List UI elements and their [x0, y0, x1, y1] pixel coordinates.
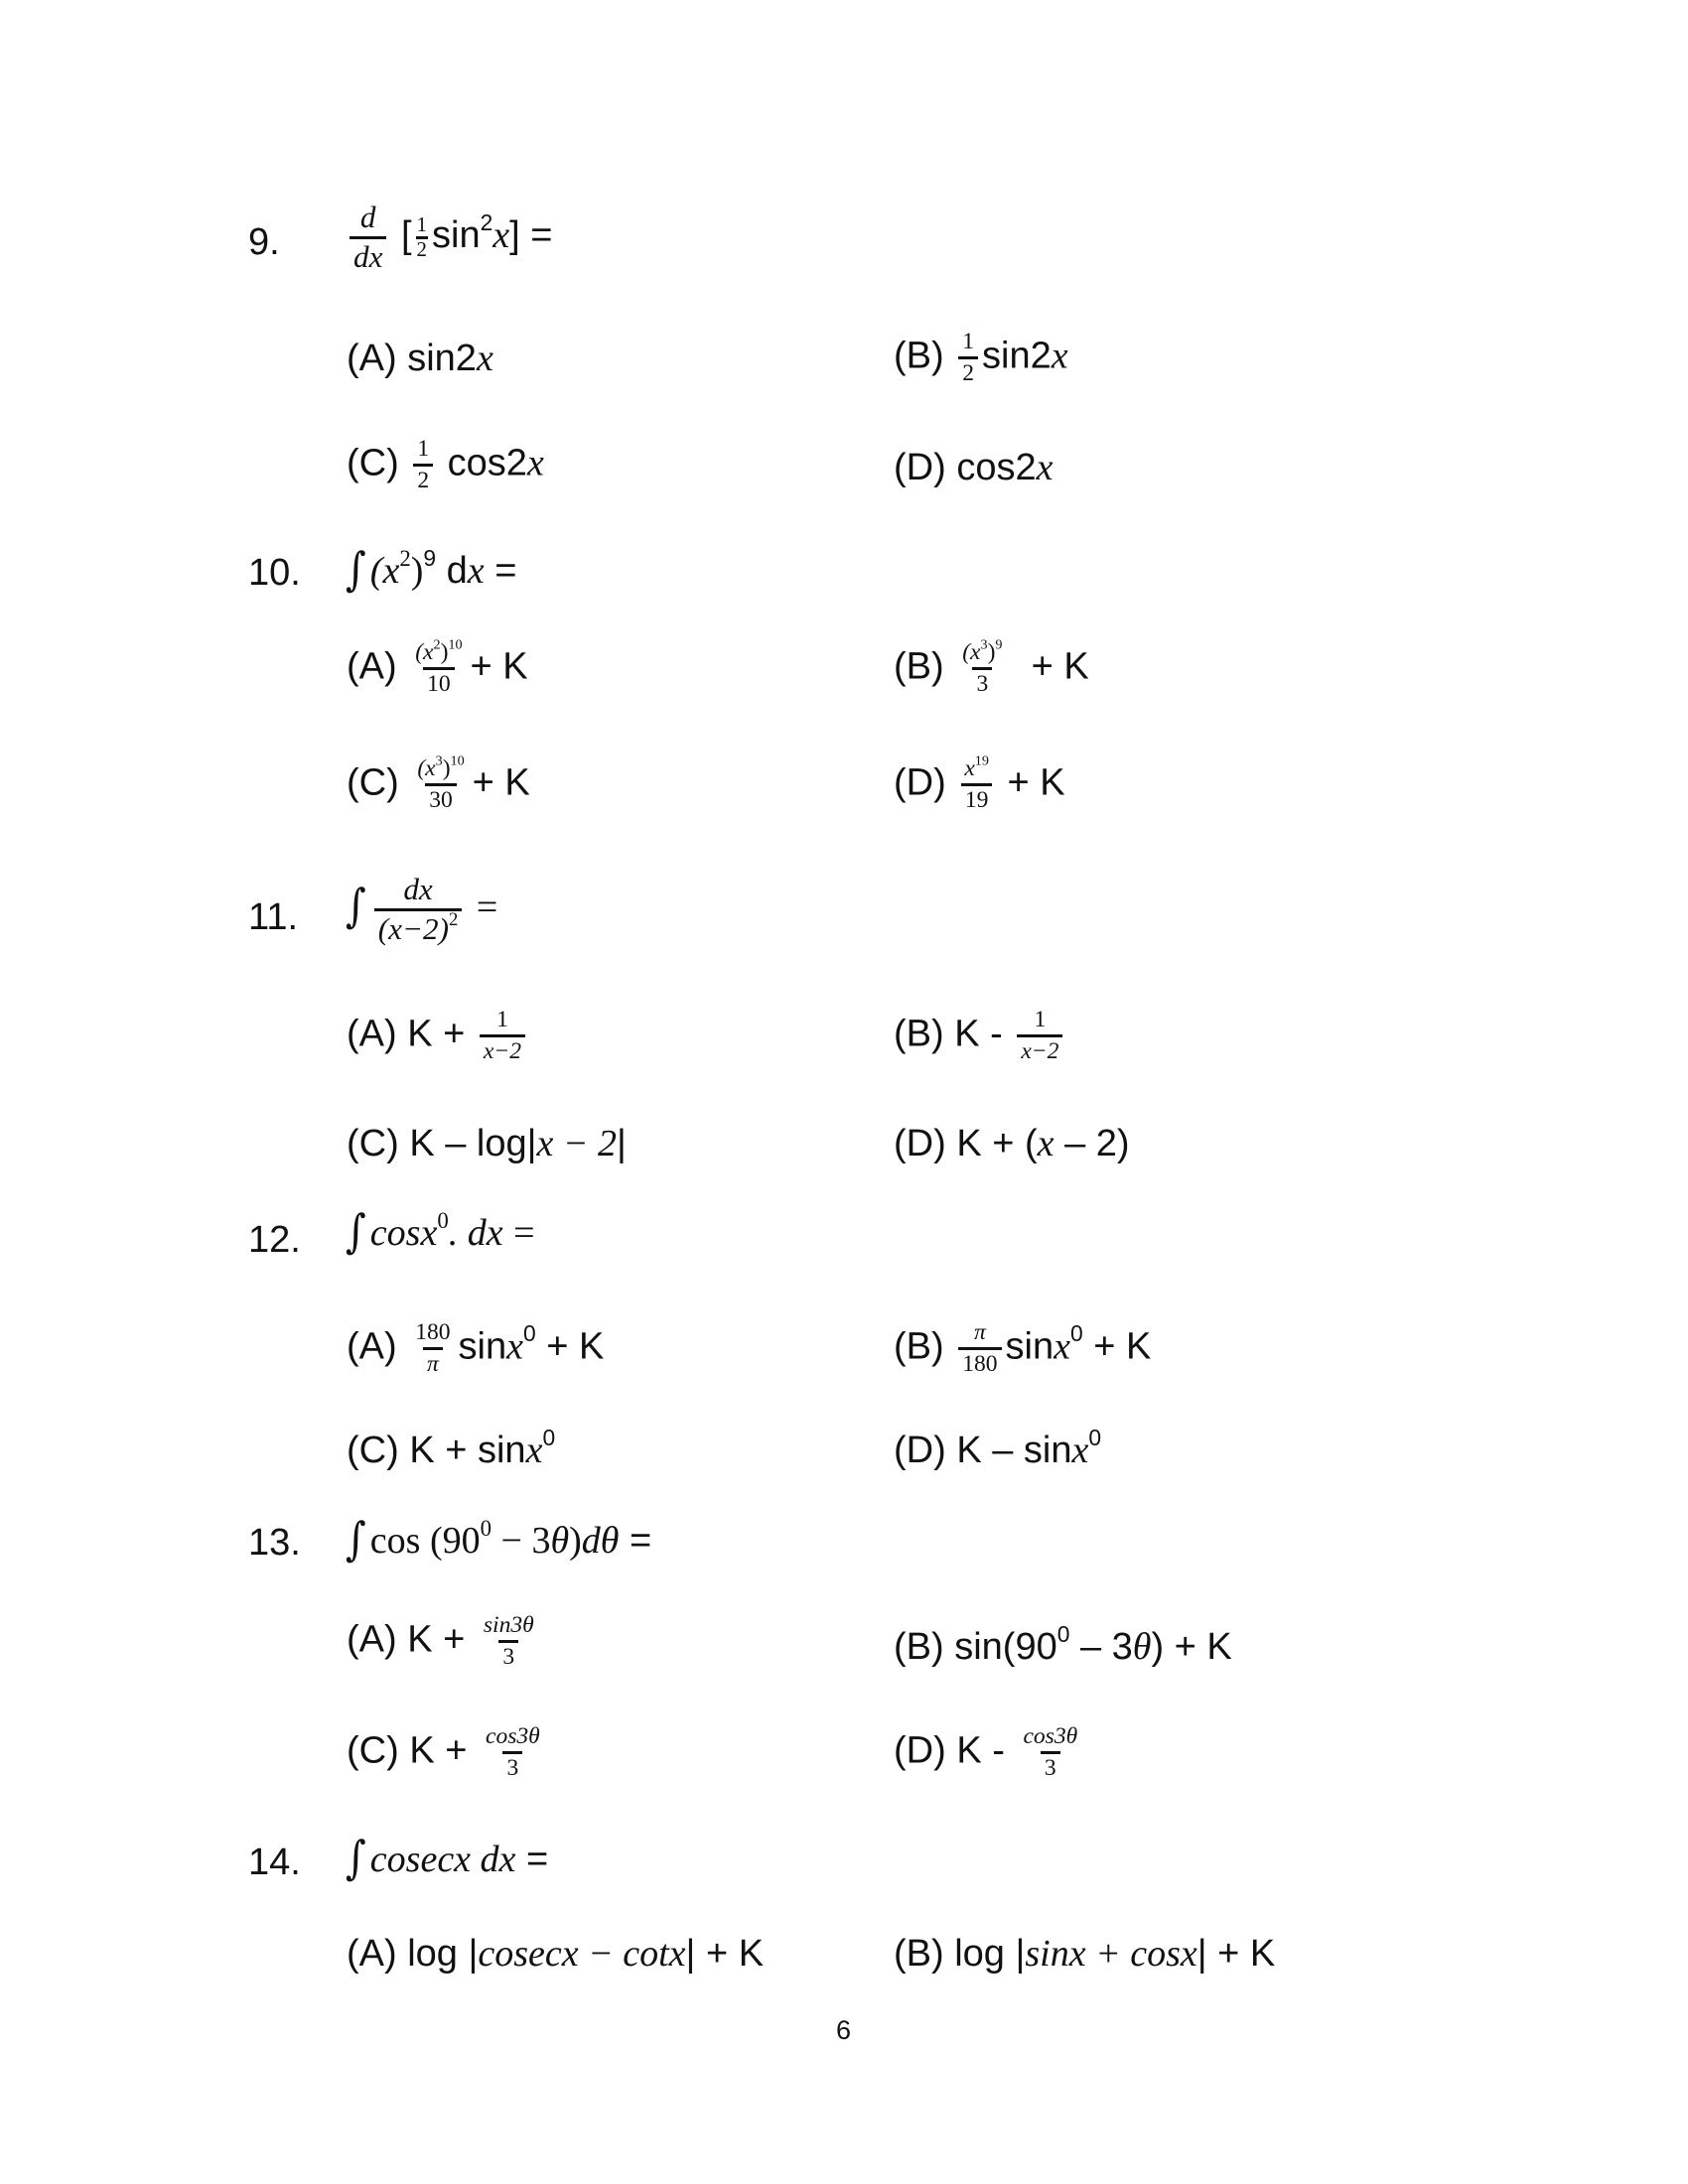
- question-prompt: $\frac{d}{dx}$ [ $\frac{1}{2}$ $\sin^2x$] =: [346, 202, 552, 273]
- option-d: (D) $\frac{x^{19}}{19}$ + K: [894, 752, 1065, 813]
- integral-icon: ∫: [346, 543, 366, 597]
- question-prompt: ∫ $\frac{dx}{(x-2)^2}$ =: [346, 872, 498, 946]
- option-b: (B) $\frac{(x^3)^9}{3}$ + K: [894, 636, 1089, 697]
- option-a: (A) K + $\frac{\sin 3\theta}{3}$: [347, 1612, 534, 1670]
- option-c: (C) K – log|x − 2|: [347, 1123, 627, 1164]
- question-number: 12.: [248, 1219, 301, 1261]
- option-c: (C) K + sinx$^0$: [347, 1424, 556, 1471]
- question-number: 11.: [248, 896, 299, 938]
- question-prompt: ∫ cosecx dx =: [346, 1832, 549, 1885]
- option-a: (A) log |cosecx − cotx| + K: [347, 1933, 765, 1975]
- integral-icon: ∫: [346, 1832, 366, 1885]
- question-prompt: ∫ $(x^2)^9$ dx =: [346, 543, 517, 597]
- option-c: (C) $\frac{(x^3)^{10}}{30}$ + K: [347, 752, 530, 813]
- option-b: (B) $\sin(90^0 - 3\theta) + K$: [894, 1620, 1232, 1668]
- option-b: (B) K - $\frac{1}{x-2}$: [894, 1008, 1066, 1063]
- option-b: (B) log |sinx + cosx| + K: [894, 1933, 1276, 1975]
- question-number: 13.: [248, 1522, 301, 1564]
- question-prompt: ∫ cosx$^0$. dx =: [346, 1205, 535, 1259]
- question-prompt: ∫ $\cos (90^0 - 3\theta)d\theta$ =: [346, 1513, 652, 1567]
- option-b: (B) $\frac{1}{2}$ sin2x: [894, 329, 1068, 386]
- option-a: (A) sin2x: [347, 338, 493, 379]
- question-number: 14.: [248, 1842, 301, 1883]
- integral-icon: ∫: [346, 1205, 366, 1259]
- integral-icon: ∫: [346, 880, 366, 933]
- option-c: (C) K + $\frac{\cos 3\theta}{3}$: [347, 1723, 540, 1781]
- page-number: 6: [836, 2015, 852, 2045]
- option-d: (D) K – sinx$^0$: [894, 1424, 1102, 1471]
- integral-icon: ∫: [346, 1513, 366, 1567]
- option-d: (D) K - $\frac{\cos 3\theta}{3}$: [894, 1723, 1078, 1781]
- option-c: (C) $\frac{1}{2}$ cos2x: [347, 436, 544, 493]
- option-a: (A) $\frac{(x^2)^{10}}{10}$ + K: [347, 636, 528, 697]
- option-d: (D) cos2x: [894, 447, 1054, 488]
- option-b: (B) $\frac{\pi}{180}$ sinx$^0$ + K: [894, 1319, 1152, 1377]
- question-number: 10.: [248, 552, 301, 594]
- option-a: (A) K + $\frac{1}{x-2}$: [347, 1008, 529, 1063]
- option-a: (A) $\frac{180}{\pi}$ sinx$^0$ + K: [347, 1319, 605, 1377]
- option-d: (D) K + (x – 2): [894, 1123, 1130, 1164]
- question-number: 9.: [248, 221, 280, 263]
